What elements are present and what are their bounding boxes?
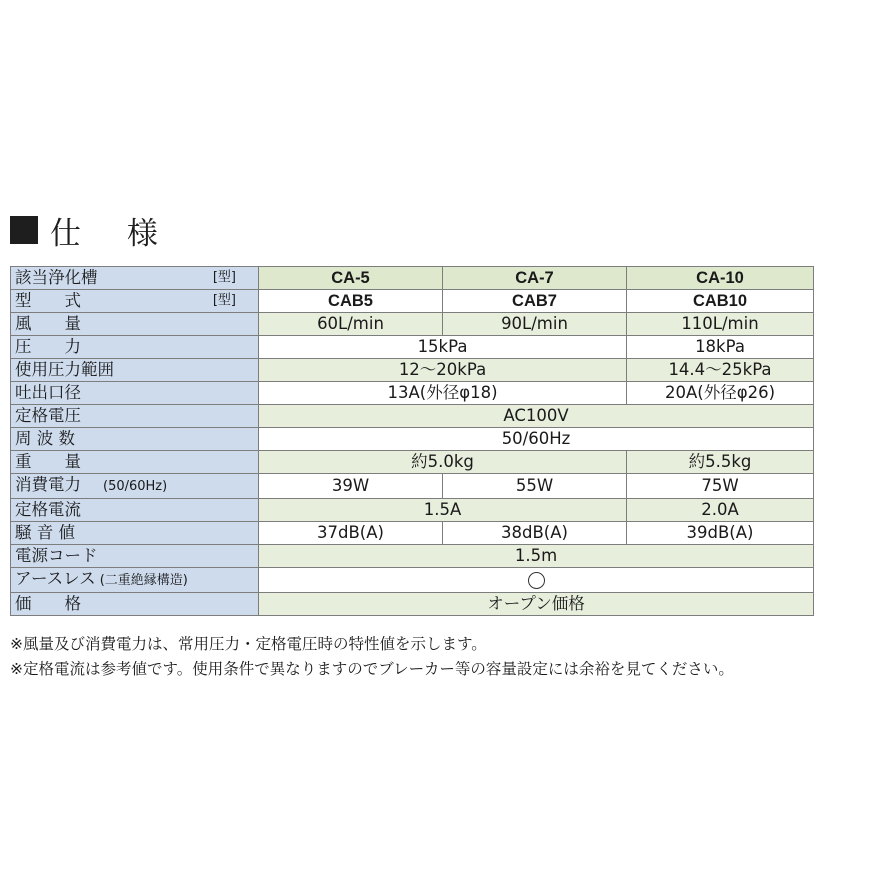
footnote: ※風量及び消費電力は、常用圧力・定格電圧時の特性値を示します。 xyxy=(10,635,487,653)
square-bullet-icon xyxy=(10,216,38,244)
section-title: 仕 様 xyxy=(50,215,176,252)
table-cell: 90L/min xyxy=(443,313,627,336)
table-cell: 1.5A xyxy=(259,499,627,522)
table-cell: 75W xyxy=(627,474,814,499)
row-label: 消費電力 (50/60Hz) xyxy=(11,474,259,499)
row-label: 定格電流 xyxy=(11,499,259,522)
table-row xyxy=(11,267,814,290)
table-cell: 55W xyxy=(443,474,627,499)
table-row xyxy=(11,290,814,313)
row-label: 周 波 数 xyxy=(11,428,259,451)
table-cell: 18kPa xyxy=(627,336,814,359)
table-cell: 1.5m xyxy=(259,545,814,568)
table-cell: 110L/min xyxy=(627,313,814,336)
table-cell: オープン価格 xyxy=(259,593,814,616)
row-label: 電源コード xyxy=(11,545,259,568)
row-label: 吐出口径 xyxy=(11,382,259,405)
footnotes xyxy=(10,632,734,682)
row-label: 型 式 [型] xyxy=(11,290,259,313)
row-label: 使用圧力範囲 xyxy=(11,359,259,382)
row-tag: [型] xyxy=(212,270,236,285)
row-label: 該当浄化槽 [型] xyxy=(11,267,259,290)
table-cell: 39W xyxy=(259,474,443,499)
row-label: 価 格 xyxy=(11,593,259,616)
table-cell: 12～20kPa xyxy=(259,359,627,382)
table-row xyxy=(11,545,814,568)
table-row xyxy=(11,568,814,593)
section-heading xyxy=(10,208,176,252)
table-cell xyxy=(259,568,814,593)
row-label: 定格電圧 xyxy=(11,405,259,428)
table-cell: 15kPa xyxy=(259,336,627,359)
table-cell: 約5.5kg xyxy=(627,451,814,474)
table-cell: 38dB(A) xyxy=(443,522,627,545)
row-label: 重 量 xyxy=(11,451,259,474)
table-row xyxy=(11,382,814,405)
row-note: (50/60Hz) xyxy=(103,479,168,494)
table-row xyxy=(11,313,814,336)
column-header: CA-5 xyxy=(259,267,443,290)
table-cell: 50/60Hz xyxy=(259,428,814,451)
table-row xyxy=(11,405,814,428)
table-row xyxy=(11,593,814,616)
row-note: (二重絶縁構造) xyxy=(99,573,188,588)
circle-mark-icon xyxy=(528,572,545,589)
table-cell: 37dB(A) xyxy=(259,522,443,545)
table-cell: AC100V xyxy=(259,405,814,428)
table-cell: 39dB(A) xyxy=(627,522,814,545)
table-cell: 14.4～25kPa xyxy=(627,359,814,382)
table-cell: 20A(外径φ26) xyxy=(627,382,814,405)
row-tag: [型] xyxy=(212,293,236,308)
spec-table xyxy=(10,266,814,616)
table-cell: 約5.0kg xyxy=(259,451,627,474)
model-cell: CAB5 xyxy=(259,290,443,313)
row-label: 騒 音 値 xyxy=(11,522,259,545)
table-cell: 2.0A xyxy=(627,499,814,522)
column-header: CA-10 xyxy=(627,267,814,290)
table-row xyxy=(11,499,814,522)
column-header: CA-7 xyxy=(443,267,627,290)
table-row xyxy=(11,428,814,451)
model-cell: CAB10 xyxy=(627,290,814,313)
row-label: 風 量 xyxy=(11,313,259,336)
row-label: アースレス (二重絶縁構造) xyxy=(11,568,259,593)
table-row xyxy=(11,474,814,499)
row-label: 圧 力 xyxy=(11,336,259,359)
model-cell: CAB7 xyxy=(443,290,627,313)
table-cell: 60L/min xyxy=(259,313,443,336)
table-row xyxy=(11,451,814,474)
table-row xyxy=(11,359,814,382)
table-row xyxy=(11,522,814,545)
table-row xyxy=(11,336,814,359)
table-cell: 13A(外径φ18) xyxy=(259,382,627,405)
footnote: ※定格電流は参考値です。使用条件で異なりますのでブレーカー等の容量設定には余裕を見てください。 xyxy=(10,660,734,678)
